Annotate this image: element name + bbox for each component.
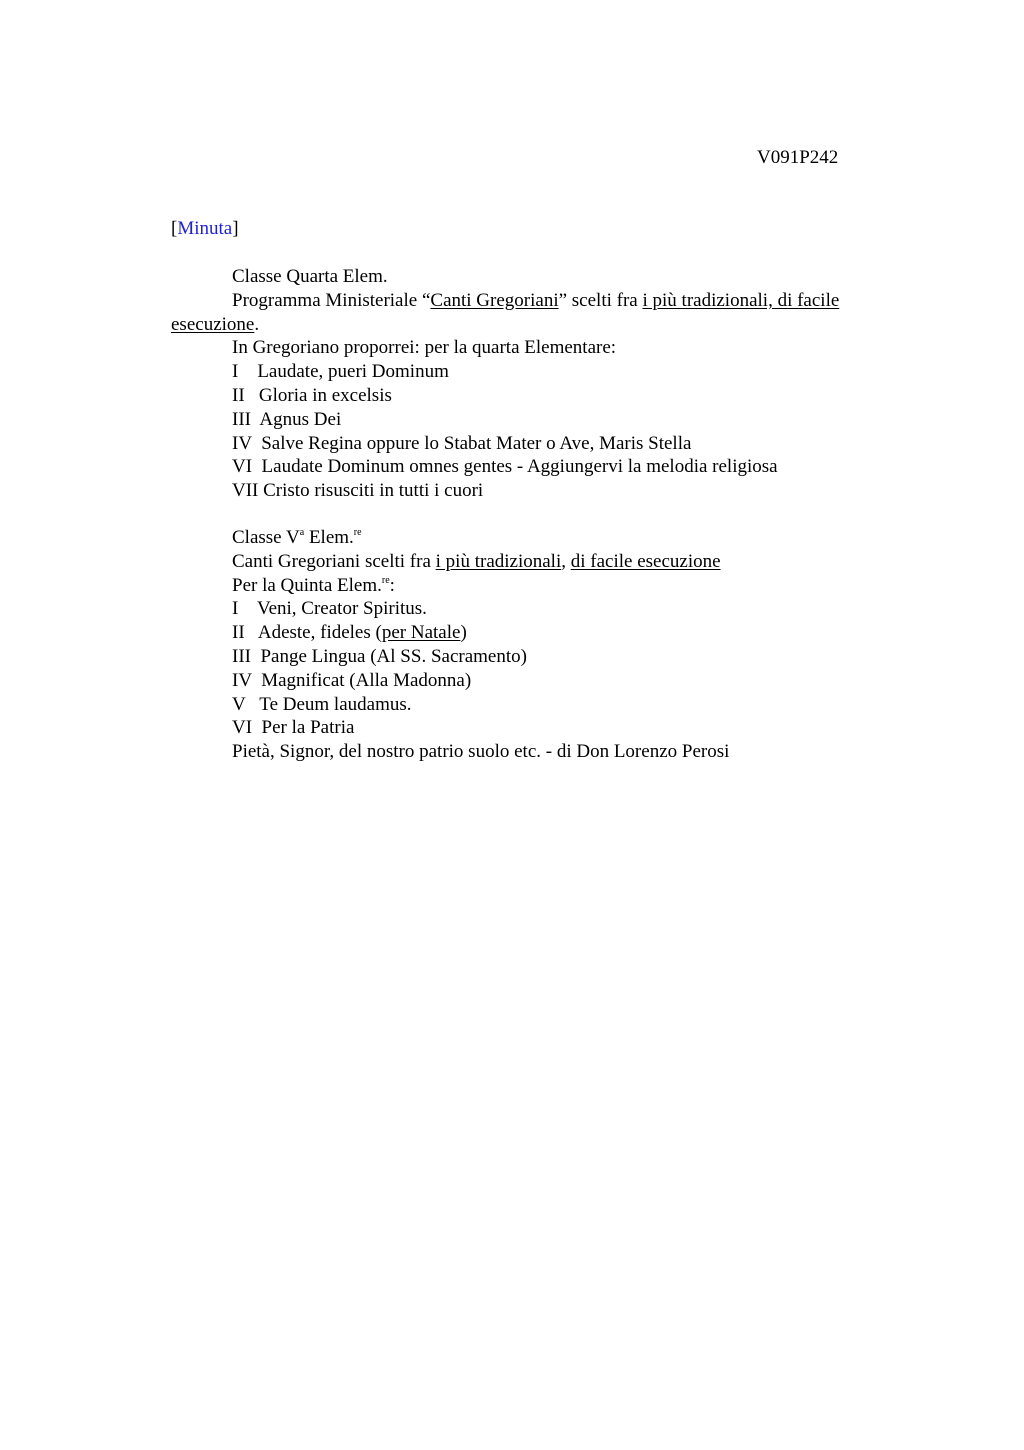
program-middle: ” scelti fra bbox=[558, 289, 643, 311]
program-canti: Canti Gregoriani bbox=[430, 289, 559, 311]
section5-item-3: III Pange Lingua (Al SS. Sacramento) bbox=[232, 645, 527, 667]
section4-item-4: IV Salve Regina oppure lo Stabat Mater o Ave, Maris Stella bbox=[232, 432, 692, 454]
section4-title: Classe Quarta Elem. bbox=[232, 266, 388, 287]
section5-item-2-underlined: per Natale bbox=[381, 622, 461, 644]
program-prefix: Programma Ministeriale “ bbox=[232, 289, 431, 311]
section5-item-1: I Veni, Creator Spiritus. bbox=[232, 598, 427, 620]
per-quinta-a: Per la Quinta Elem. bbox=[232, 574, 382, 596]
section5-item-2 bbox=[171, 621, 901, 645]
minuta-open-bracket: [ bbox=[171, 218, 178, 239]
section5-item-2-b: ) bbox=[460, 622, 467, 644]
minuta-heading bbox=[171, 217, 239, 241]
section4-item-6: VII Cristo risusciti in tutti i cuori bbox=[232, 480, 484, 502]
section4-item-1: I Laudate, pueri Dominum bbox=[232, 361, 449, 383]
section5-title bbox=[171, 526, 901, 550]
section5-title-sup-b: re bbox=[353, 526, 362, 538]
program-line-continued bbox=[171, 313, 901, 337]
section5-item-4: IV Magnificat (Alla Madonna) bbox=[232, 669, 472, 691]
document-body bbox=[171, 265, 901, 764]
canti-prefix: Canti Gregoriani scelti fra bbox=[232, 550, 436, 572]
minuta-close-bracket: ] bbox=[232, 218, 239, 239]
per-quinta-sup: re bbox=[381, 574, 390, 586]
section4-item-2: II Gloria in excelsis bbox=[232, 384, 392, 406]
section5-title-sup-a: a bbox=[299, 526, 305, 538]
section5-title-b: Elem. bbox=[304, 526, 354, 548]
canti-underlined-2: di facile esecuzione bbox=[570, 550, 721, 572]
per-quinta-line bbox=[171, 574, 901, 598]
document-id: V091P242 bbox=[757, 147, 839, 168]
program-underlined-2: esecuzione bbox=[171, 313, 255, 335]
section5-item-2-a: II Adeste, fideles ( bbox=[232, 622, 382, 644]
program-end: . bbox=[254, 313, 260, 335]
canti-underlined-1: i più tradizionali bbox=[435, 550, 562, 572]
per-quinta-b: : bbox=[389, 574, 395, 596]
section5-item-6: VI Per la Patria bbox=[232, 717, 355, 739]
program-line bbox=[171, 289, 901, 313]
canti-line bbox=[171, 550, 901, 574]
closing-line: Pietà, Signor, del nostro patrio suolo etc. - di Don Lorenzo Perosi bbox=[232, 741, 730, 763]
section5-title-a: Classe V bbox=[232, 526, 300, 548]
proposal-line: In Gregoriano proporrei: per la quarta Elementare: bbox=[232, 337, 617, 359]
canti-comma: , bbox=[561, 550, 571, 572]
section5-item-5: V Te Deum laudamus. bbox=[232, 693, 412, 715]
section-gap bbox=[171, 503, 901, 526]
program-underlined-1: i più tradizionali, di facile bbox=[642, 289, 840, 311]
section4-item-5: VI Laudate Dominum omnes gentes - Aggiungervi la melodia religiosa bbox=[232, 456, 778, 478]
minuta-word: Minuta bbox=[177, 218, 233, 239]
section4-item-3: III Agnus Dei bbox=[232, 408, 342, 430]
